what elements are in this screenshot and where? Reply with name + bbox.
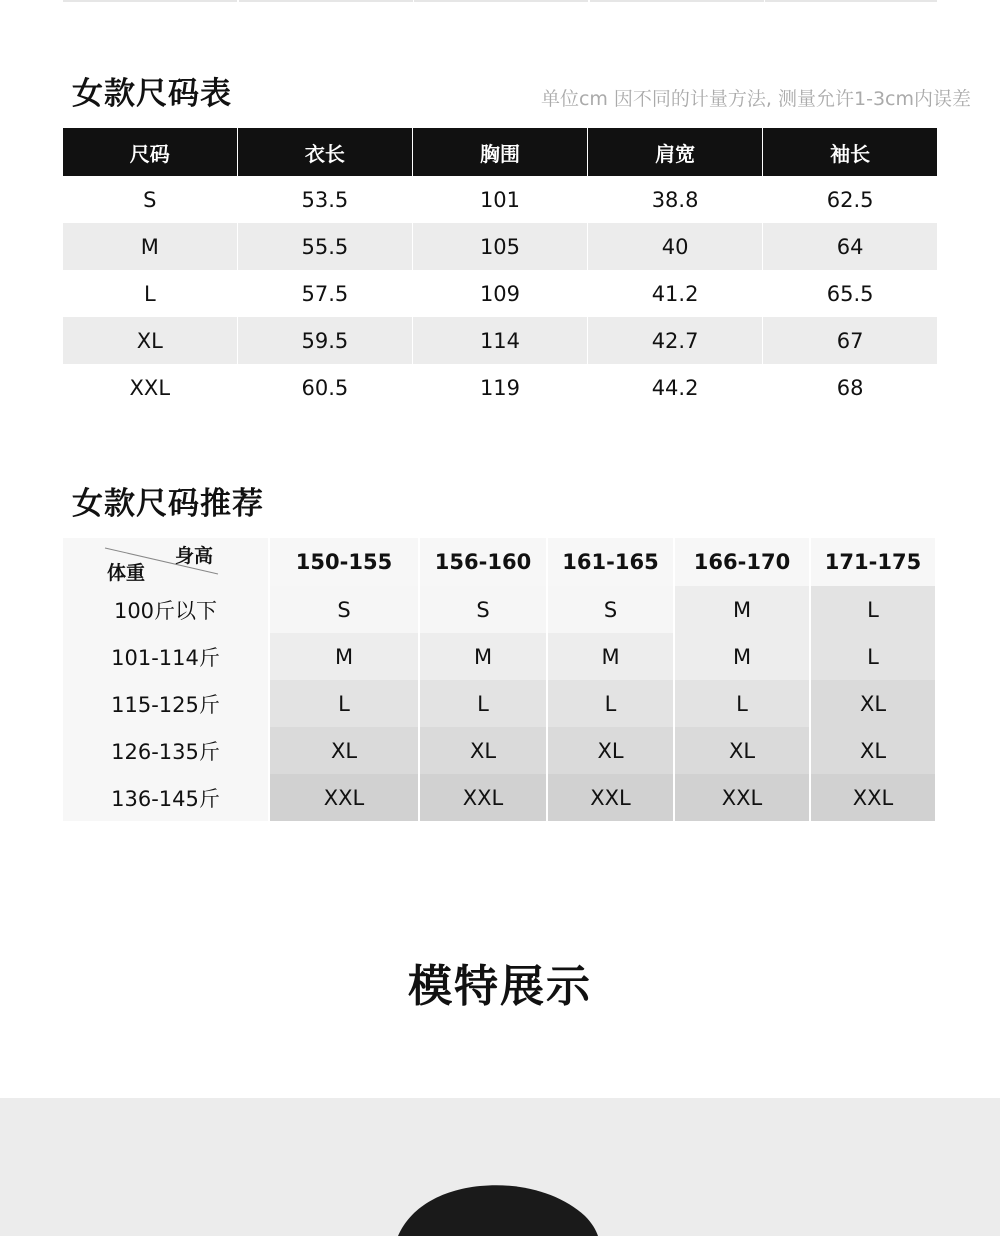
table-cell: XXL bbox=[270, 774, 418, 821]
table-cell: S bbox=[548, 586, 673, 633]
table-cell: M bbox=[270, 633, 418, 680]
table-row bbox=[63, 586, 937, 633]
size-chart-title: 女款尺码表 bbox=[72, 76, 232, 112]
table-cell: 119 bbox=[413, 364, 587, 411]
table-cell: S bbox=[63, 176, 237, 223]
table-cell: 44.2 bbox=[588, 364, 762, 411]
weight-label: 101-114斤 bbox=[63, 633, 268, 680]
height-header: 166-170 bbox=[675, 538, 809, 586]
recommend-title: 女款尺码推荐 bbox=[72, 486, 264, 522]
table-cell: 53.5 bbox=[238, 176, 412, 223]
table-cell: 64 bbox=[763, 223, 937, 270]
table-cell: XL bbox=[811, 727, 935, 774]
table-cell: XXL bbox=[548, 774, 673, 821]
measurement-note: 单位cm 因不同的计量方法, 测量允许1-3cm内误差 bbox=[540, 88, 971, 110]
table-cell: 57.5 bbox=[238, 270, 412, 317]
model-photo bbox=[0, 1098, 1000, 1236]
model-showcase-title: 模特展示 bbox=[408, 961, 592, 1012]
table-cell: L bbox=[420, 680, 546, 727]
table-cell: 114 bbox=[413, 317, 587, 364]
weight-label: 126-135斤 bbox=[63, 727, 268, 774]
height-header: 161-165 bbox=[548, 538, 673, 586]
table-cell: L bbox=[811, 586, 935, 633]
table-cell: L bbox=[270, 680, 418, 727]
table-cell: M bbox=[420, 633, 546, 680]
height-header: 150-155 bbox=[270, 538, 418, 586]
height-header: 171-175 bbox=[811, 538, 935, 586]
table-cell: M bbox=[63, 223, 237, 270]
table-row bbox=[63, 364, 937, 411]
table-cell: L bbox=[548, 680, 673, 727]
table-row bbox=[63, 317, 937, 364]
table-cell: XXL bbox=[420, 774, 546, 821]
table-cell: 60.5 bbox=[238, 364, 412, 411]
table-cell: XXL bbox=[63, 364, 237, 411]
weight-label: 136-145斤 bbox=[63, 774, 268, 821]
table-cell: XL bbox=[420, 727, 546, 774]
table-cell: 59.5 bbox=[238, 317, 412, 364]
header-sleeve: 袖长 bbox=[763, 128, 937, 176]
table-cell: 105 bbox=[413, 223, 587, 270]
table-cell: 42.7 bbox=[588, 317, 762, 364]
table-cell: 65.5 bbox=[763, 270, 937, 317]
model-hair-shape bbox=[0, 1098, 1000, 1236]
table-row bbox=[63, 223, 937, 270]
header-size: 尺码 bbox=[63, 128, 237, 176]
height-axis-label: 身高 bbox=[175, 545, 214, 567]
corner-cell bbox=[63, 538, 268, 586]
table-cell: XL bbox=[548, 727, 673, 774]
recommend-header-row bbox=[63, 538, 937, 586]
table-row bbox=[63, 680, 937, 727]
height-header: 156-160 bbox=[420, 538, 546, 586]
weight-label: 115-125斤 bbox=[63, 680, 268, 727]
table-cell: M bbox=[548, 633, 673, 680]
weight-label: 100斤以下 bbox=[63, 586, 268, 633]
table-row bbox=[63, 270, 937, 317]
table-cell: XL bbox=[270, 727, 418, 774]
table-row bbox=[63, 176, 937, 223]
size-recommend-table bbox=[63, 538, 937, 821]
table-cell: S bbox=[420, 586, 546, 633]
corner-diagonal-line bbox=[63, 538, 268, 586]
table-cell: L bbox=[675, 680, 809, 727]
table-cell: 109 bbox=[413, 270, 587, 317]
table-cell: 62.5 bbox=[763, 176, 937, 223]
table-cell: XL bbox=[811, 680, 935, 727]
table-cell: 101 bbox=[413, 176, 587, 223]
table-cell: 55.5 bbox=[238, 223, 412, 270]
table-cell: L bbox=[63, 270, 237, 317]
table-cell: XL bbox=[675, 727, 809, 774]
header-length: 衣长 bbox=[238, 128, 412, 176]
table-row bbox=[63, 774, 937, 821]
table-cell: M bbox=[675, 586, 809, 633]
table-row bbox=[63, 727, 937, 774]
header-chest: 胸围 bbox=[413, 128, 587, 176]
table-row bbox=[63, 633, 937, 680]
table-cell: 68 bbox=[763, 364, 937, 411]
table-cell: XL bbox=[63, 317, 237, 364]
table-cell: XXL bbox=[811, 774, 935, 821]
table-cell: 38.8 bbox=[588, 176, 762, 223]
table-cell: XXL bbox=[675, 774, 809, 821]
header-shoulder: 肩宽 bbox=[588, 128, 762, 176]
top-divider-lines bbox=[63, 0, 937, 2]
size-chart-header-row bbox=[63, 128, 937, 176]
table-cell: S bbox=[270, 586, 418, 633]
table-cell: 67 bbox=[763, 317, 937, 364]
table-cell: 41.2 bbox=[588, 270, 762, 317]
weight-axis-label: 体重 bbox=[107, 562, 146, 584]
table-cell: 40 bbox=[588, 223, 762, 270]
table-cell: M bbox=[675, 633, 809, 680]
size-chart-table bbox=[63, 128, 937, 411]
table-cell: L bbox=[811, 633, 935, 680]
